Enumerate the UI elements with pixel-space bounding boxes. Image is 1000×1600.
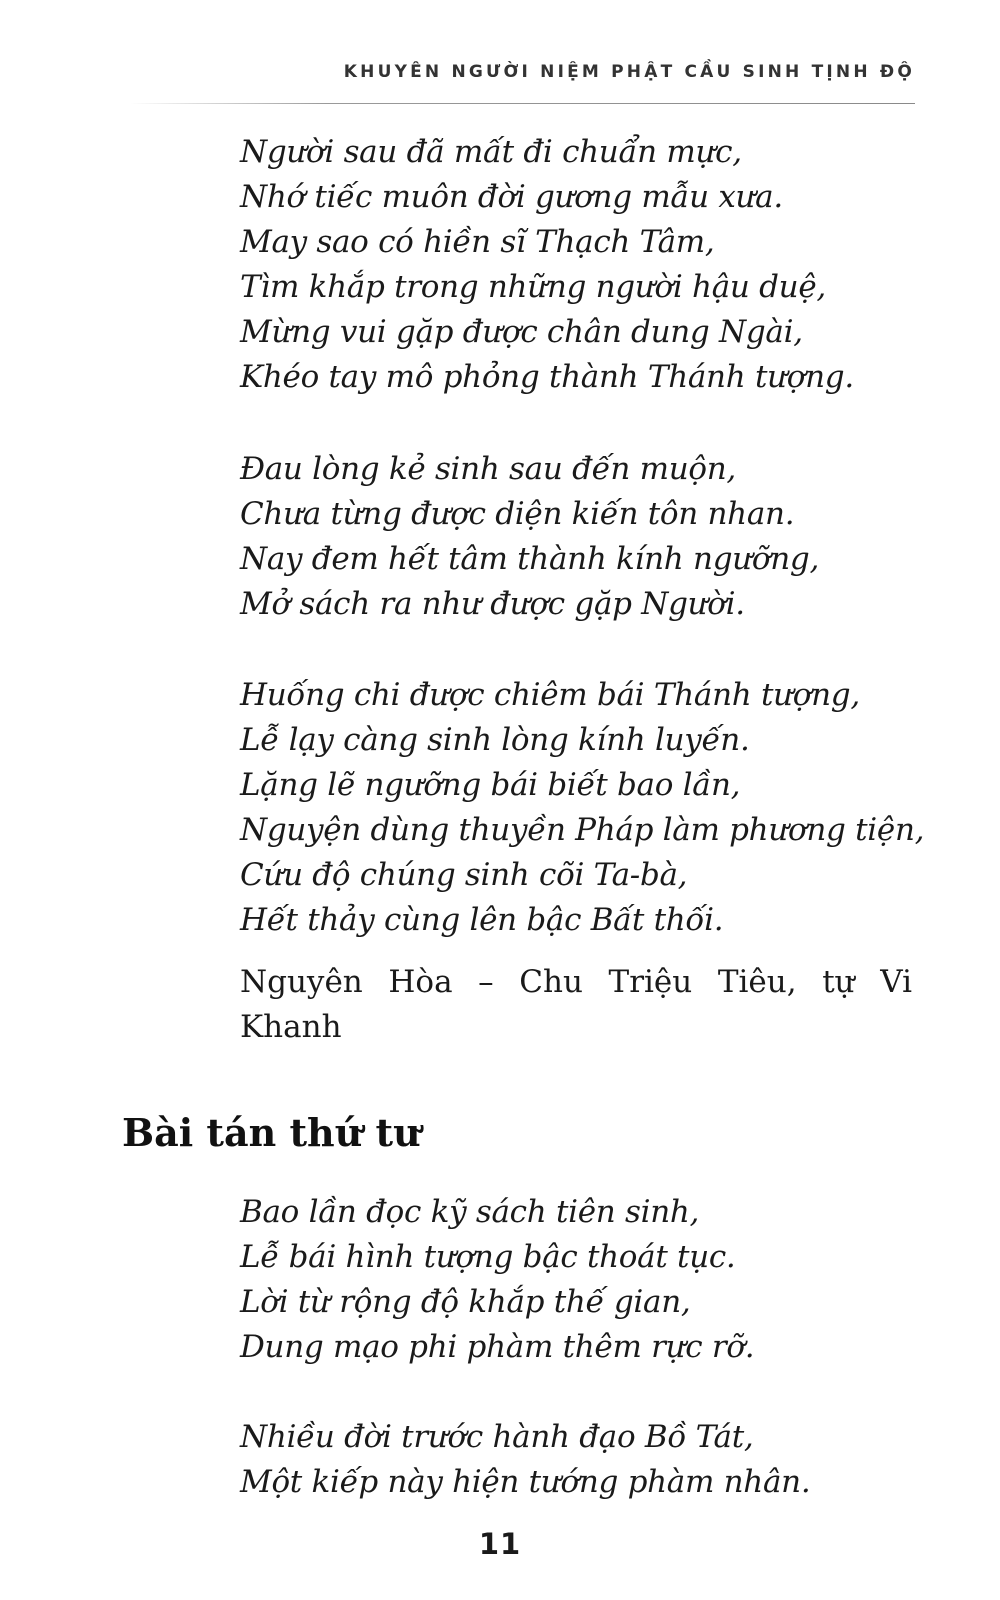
poem-line: Lễ bái hình tượng bậc thoát tục. bbox=[240, 1239, 736, 1275]
poem-line: Hết thảy cùng lên bậc Bất thối. bbox=[240, 902, 724, 938]
poem-line: Người sau đã mất đi chuẩn mực, bbox=[240, 134, 742, 170]
poem-stanza bbox=[240, 130, 854, 400]
poem-line: Cứu độ chúng sinh cõi Ta-bà, bbox=[240, 857, 688, 893]
poem-attribution: Nguyên Hòa – Chu Triệu Tiêu, tự Vi Khanh bbox=[240, 964, 912, 1045]
poem-line: Lời từ rộng độ khắp thế gian, bbox=[240, 1284, 691, 1320]
poem-line: Dung mạo phi phàm thêm rực rỡ. bbox=[240, 1329, 755, 1365]
poem-line: Một kiếp này hiện tướng phàm nhân. bbox=[240, 1464, 811, 1500]
poem-line: Mừng vui gặp được chân dung Ngài, bbox=[240, 314, 803, 350]
poem-line: Chưa từng được diện kiến tôn nhan. bbox=[240, 496, 795, 532]
poem-line: Mở sách ra như được gặp Người. bbox=[240, 586, 745, 622]
section-title: Bài tán thứ tư bbox=[122, 1110, 421, 1155]
poem-line: Bao lần đọc kỹ sách tiên sinh, bbox=[240, 1194, 700, 1230]
poem-line: Lễ lạy càng sinh lòng kính luyến. bbox=[240, 722, 750, 758]
poem-stanza bbox=[240, 673, 924, 943]
poem-line: Lặng lẽ ngưỡng bái biết bao lần, bbox=[240, 767, 741, 803]
page-number: 11 bbox=[478, 1527, 522, 1561]
poem-stanza bbox=[240, 1415, 810, 1505]
poem-line: Nhớ tiếc muôn đời gương mẫu xưa. bbox=[240, 179, 783, 215]
poem-line: Nay đem hết tâm thành kính ngưỡng, bbox=[240, 541, 820, 577]
running-header: KHUYÊN NGƯỜI NIỆM PHẬT CẦU SINH TỊNH ĐỘ bbox=[343, 62, 915, 82]
poem-line: Tìm khắp trong những người hậu duệ, bbox=[240, 269, 826, 305]
poem-line: Khéo tay mô phỏng thành Thánh tượng. bbox=[240, 359, 854, 395]
poem-line: Nhiều đời trước hành đạo Bồ Tát, bbox=[240, 1419, 754, 1455]
poem-stanza bbox=[240, 447, 819, 627]
poem-line: Đau lòng kẻ sinh sau đến muộn, bbox=[240, 451, 736, 487]
poem-stanza bbox=[240, 1190, 754, 1370]
poem-line: Huống chi được chiêm bái Thánh tượng, bbox=[240, 677, 860, 713]
poem-line: May sao có hiền sĩ Thạch Tâm, bbox=[240, 224, 715, 260]
poem-line: Nguyện dùng thuyền Pháp làm phương tiện, bbox=[240, 812, 925, 848]
header-rule bbox=[130, 103, 915, 104]
